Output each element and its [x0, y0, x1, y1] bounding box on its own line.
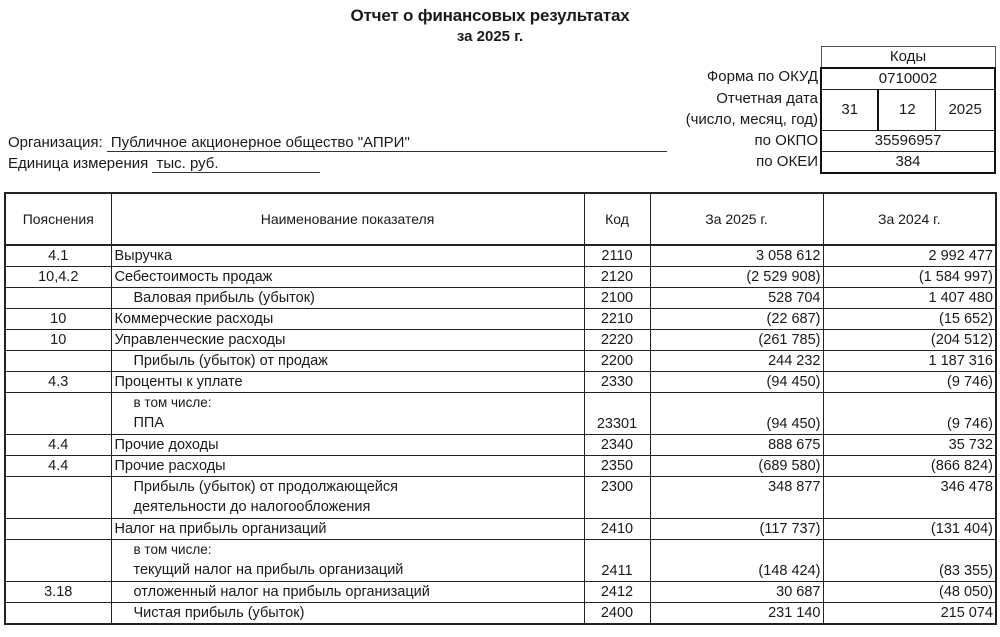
- value-2024-cell: 1 187 316: [823, 351, 996, 372]
- value-2025-cell: (22 687): [650, 309, 823, 330]
- code-cell: 2200: [584, 351, 650, 372]
- note-cell: 4.3: [5, 372, 111, 393]
- unit-value: тыс. руб.: [152, 156, 320, 173]
- value-2024-cell: (15 652): [823, 309, 996, 330]
- indicator-cell: Прочие расходы: [111, 456, 584, 477]
- okei-label: по ОКЕИ: [756, 153, 818, 170]
- code-cell: 2400: [584, 603, 650, 625]
- date-month: 12: [878, 90, 935, 131]
- value-2025-cell: 348 877: [650, 477, 823, 519]
- indicator-line-1: в том числе:: [133, 542, 212, 557]
- value-2024-cell: (83 355): [823, 540, 996, 582]
- note-cell: 10,4.2: [5, 267, 111, 288]
- indicator-cell: Налог на прибыль организаций: [111, 519, 584, 540]
- table-row-sales-profit: [5, 351, 996, 372]
- value-2024-cell: 1 407 480: [823, 288, 996, 309]
- note-cell: [5, 477, 111, 519]
- table-row-other-expenses: [5, 456, 996, 477]
- value-2024-cell: (9 746): [823, 393, 996, 435]
- unit-row: [8, 155, 320, 173]
- code-cell: 2300: [584, 477, 650, 519]
- value-2025-cell: 888 675: [650, 435, 823, 456]
- report-date-label: Отчетная дата: [716, 90, 818, 107]
- codes-box: [820, 46, 996, 174]
- value-2024-cell: (204 512): [823, 330, 996, 351]
- value-2024-cell: 35 732: [823, 435, 996, 456]
- table-row-current-tax: [5, 540, 996, 582]
- indicator-line-2: текущий налог на прибыль организаций: [133, 562, 404, 578]
- okpo-label: по ОКПО: [754, 132, 818, 149]
- value-2024-cell: (866 824): [823, 456, 996, 477]
- value-2025-cell: 231 140: [650, 603, 823, 625]
- indicator-cell: Чистая прибыль (убыток): [111, 603, 584, 625]
- indicator-cell: Прочие доходы: [111, 435, 584, 456]
- indicator-cell: Выручка: [111, 245, 584, 267]
- note-cell: [5, 288, 111, 309]
- code-cell: 2411: [584, 540, 650, 582]
- indicator-cell: [111, 393, 584, 435]
- indicator-cell: Проценты к уплате: [111, 372, 584, 393]
- col-header-2025: За 2025 г.: [650, 193, 823, 245]
- table-row-cost-of-sales: [5, 267, 996, 288]
- note-cell: [5, 351, 111, 372]
- organization-label: Организация:: [8, 134, 103, 151]
- date-year: 2025: [936, 90, 995, 131]
- indicator-line-2: деятельности до налогообложения: [133, 499, 371, 515]
- codes-heading: Коды: [821, 47, 995, 69]
- value-2025-cell: (148 424): [650, 540, 823, 582]
- note-cell: 4.4: [5, 456, 111, 477]
- value-2024-cell: 2 992 477: [823, 245, 996, 267]
- value-2025-cell: (117 737): [650, 519, 823, 540]
- note-cell: [5, 393, 111, 435]
- table-row-ppa: [5, 393, 996, 435]
- table-row-pretax-profit: [5, 477, 996, 519]
- note-cell: [5, 603, 111, 625]
- okud-value: 0710002: [821, 68, 995, 90]
- report-date-format-label: (число, месяц, год): [685, 111, 818, 128]
- code-cell: 2330: [584, 372, 650, 393]
- table-row-admin-expenses: [5, 330, 996, 351]
- col-header-notes: Пояснения: [5, 193, 111, 245]
- value-2024-cell: 215 074: [823, 603, 996, 625]
- value-2025-cell: (261 785): [650, 330, 823, 351]
- value-2025-cell: 30 687: [650, 582, 823, 603]
- note-cell: 4.4: [5, 435, 111, 456]
- value-2024-cell: (9 746): [823, 372, 996, 393]
- table-row-selling-expenses: [5, 309, 996, 330]
- table-header-row: [5, 193, 996, 245]
- financial-results-table: [4, 192, 997, 625]
- okud-label: Форма по ОКУД: [706, 68, 818, 85]
- value-2025-cell: (94 450): [650, 393, 823, 435]
- unit-label: Единица измерения: [8, 155, 149, 172]
- code-cell: 2340: [584, 435, 650, 456]
- value-2024-cell: (48 050): [823, 582, 996, 603]
- table-row-deferred-tax: [5, 582, 996, 603]
- table-row-gross-profit: [5, 288, 996, 309]
- report-period: за 2025 г.: [456, 28, 524, 45]
- table-row-income-tax: [5, 519, 996, 540]
- indicator-cell: отложенный налог на прибыль организаций: [111, 582, 584, 603]
- table-row-interest-payable: [5, 372, 996, 393]
- table-row-net-profit: [5, 603, 996, 625]
- code-cell: 2120: [584, 267, 650, 288]
- value-2025-cell: (689 580): [650, 456, 823, 477]
- organization-row: [8, 134, 667, 152]
- note-cell: 10: [5, 309, 111, 330]
- note-cell: 3.18: [5, 582, 111, 603]
- indicator-cell: [111, 540, 584, 582]
- indicator-line-1: Прибыль (убыток) от продолжающейся: [133, 479, 398, 495]
- indicator-line-2: ППА: [133, 415, 165, 431]
- okei-value: 384: [821, 152, 995, 174]
- value-2025-cell: (2 529 908): [650, 267, 823, 288]
- col-header-2024: За 2024 г.: [823, 193, 996, 245]
- indicator-cell: Валовая прибыль (убыток): [111, 288, 584, 309]
- value-2024-cell: (131 404): [823, 519, 996, 540]
- value-2025-cell: 3 058 612: [650, 245, 823, 267]
- code-cell: 2350: [584, 456, 650, 477]
- value-2025-cell: (94 450): [650, 372, 823, 393]
- indicator-cell: Управленческие расходы: [111, 330, 584, 351]
- note-cell: 10: [5, 330, 111, 351]
- date-day: 31: [821, 90, 878, 131]
- value-2024-cell: (1 584 997): [823, 267, 996, 288]
- code-cell: 2210: [584, 309, 650, 330]
- code-cell: 23301: [584, 393, 650, 435]
- code-cell: 2100: [584, 288, 650, 309]
- code-cell: 2410: [584, 519, 650, 540]
- table-row-revenue: [5, 245, 996, 267]
- note-cell: 4.1: [5, 245, 111, 267]
- organization-name: Публичное акционерное общество "АПРИ": [107, 135, 667, 152]
- col-header-indicator: Наименование показателя: [111, 193, 584, 245]
- okpo-value: 35596957: [821, 131, 995, 152]
- indicator-cell: Коммерческие расходы: [111, 309, 584, 330]
- value-2024-cell: 346 478: [823, 477, 996, 519]
- value-2025-cell: 528 704: [650, 288, 823, 309]
- note-cell: [5, 519, 111, 540]
- indicator-cell: [111, 477, 584, 519]
- value-2025-cell: 244 232: [650, 351, 823, 372]
- indicator-line-1: в том числе:: [133, 395, 212, 410]
- col-header-code: Код: [584, 193, 650, 245]
- code-cell: 2220: [584, 330, 650, 351]
- indicator-cell: Прибыль (убыток) от продаж: [111, 351, 584, 372]
- code-cell: 2110: [584, 245, 650, 267]
- note-cell: [5, 540, 111, 582]
- indicator-cell: Себестоимость продаж: [111, 267, 584, 288]
- code-cell: 2412: [584, 582, 650, 603]
- report-title: Отчет о финансовых результатах: [350, 6, 630, 25]
- table-row-other-income: [5, 435, 996, 456]
